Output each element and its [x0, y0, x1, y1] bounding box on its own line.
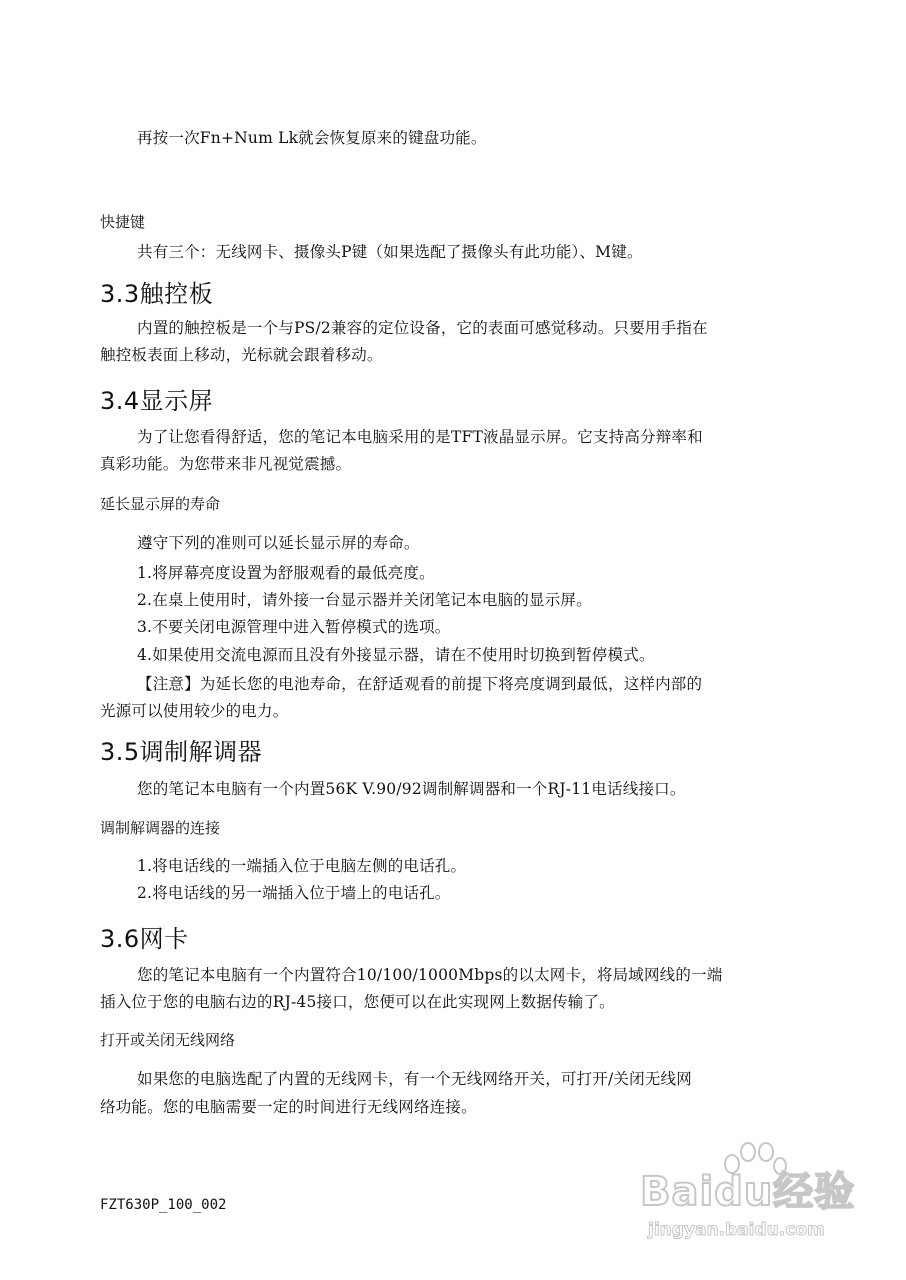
note-line2: 光源可以使用较少的电力。: [100, 702, 289, 720]
section-3-6-subheading: 打开或关闭无线网络: [100, 1031, 236, 1049]
section-3-5-para: 您的笔记本电脑有一个内置56K V.90/92调制解调器和一个RJ-11电话线接口。: [137, 780, 686, 798]
list-item: 4.如果使用交流电源而且没有外接显示器，请在不使用时切换到暂停模式。: [137, 646, 655, 664]
baidu-watermark: [640, 1140, 870, 1270]
watermark-logo: Baidu经验: [640, 1169, 856, 1215]
section-3-6-title: 3.6网卡: [100, 925, 189, 953]
section-3-4-para-line1: 为了让您看得舒适，您的笔记本电脑采用的是TFT液晶显示屏。它支持高分辩率和: [137, 428, 703, 446]
section-3-6-para-line1: 您的笔记本电脑有一个内置符合10/100/1000Mbps的以太网卡，将局域网线的一端: [137, 966, 723, 984]
section-3-4-title: 3.4显示屏: [100, 387, 214, 415]
section-3-3-para-line1: 内置的触控板是一个与PS/2兼容的定位设备，它的表面可感觉移动。只要用手指在: [137, 319, 708, 337]
section-3-6-para2-line2: 络功能。您的电脑需要一定的时间进行无线网络连接。: [100, 1098, 477, 1116]
hotkeys-text: 共有三个：无线网卡、摄像头P键（如果选配了摄像头有此功能）、M键。: [137, 243, 643, 261]
hotkeys-heading: 快捷键: [100, 213, 146, 231]
list-item: 2.将电话线的另一端插入位于墙上的电话孔。: [137, 884, 451, 902]
list-item: 1.将电话线的一端插入位于电脑左侧的电话孔。: [137, 857, 467, 875]
section-3-6-para-line2: 插入位于您的电脑右边的RJ-45接口，您便可以在此实现网上数据传输了。: [100, 993, 615, 1011]
note-line1: 【注意】为延长您的电池寿命，在舒适观看的前提下将亮度调到最低，这样内部的: [137, 675, 703, 693]
intro-text: 再按一次Fn+Num Lk就会恢复原来的键盘功能。: [137, 129, 487, 147]
section-3-3-para-line2: 触控板表面上移动，光标就会跟着移动。: [100, 346, 383, 364]
section-3-3-title: 3.3触控板: [100, 280, 214, 308]
section-3-6-para2-line1: 如果您的电脑选配了内置的无线网卡，有一个无线网络开关，可打开/关闭无线网: [137, 1070, 692, 1088]
list-item: 3.不要关闭电源管理中进入暂停模式的选项。: [137, 618, 451, 636]
section-3-4-para-line2: 真彩功能。为您带来非凡视觉震撼。: [100, 455, 352, 473]
list-item: 1.将屏幕亮度设置为舒服观看的最低亮度。: [137, 564, 435, 582]
section-3-4-subheading: 延长显示屏的寿命: [100, 495, 221, 513]
watermark-url: jingyan.baidu.com: [648, 1220, 825, 1240]
footer-code: FZT630P_100_002: [100, 1197, 227, 1213]
section-3-5-title: 3.5调制解调器: [100, 738, 263, 766]
section-3-4-lead: 遵守下列的准则可以延长显示屏的寿命。: [137, 534, 420, 552]
section-3-5-subheading: 调制解调器的连接: [100, 819, 221, 837]
list-item: 2.在桌上使用时，请外接一台显示器并关闭笔记本电脑的显示屏。: [137, 591, 592, 609]
